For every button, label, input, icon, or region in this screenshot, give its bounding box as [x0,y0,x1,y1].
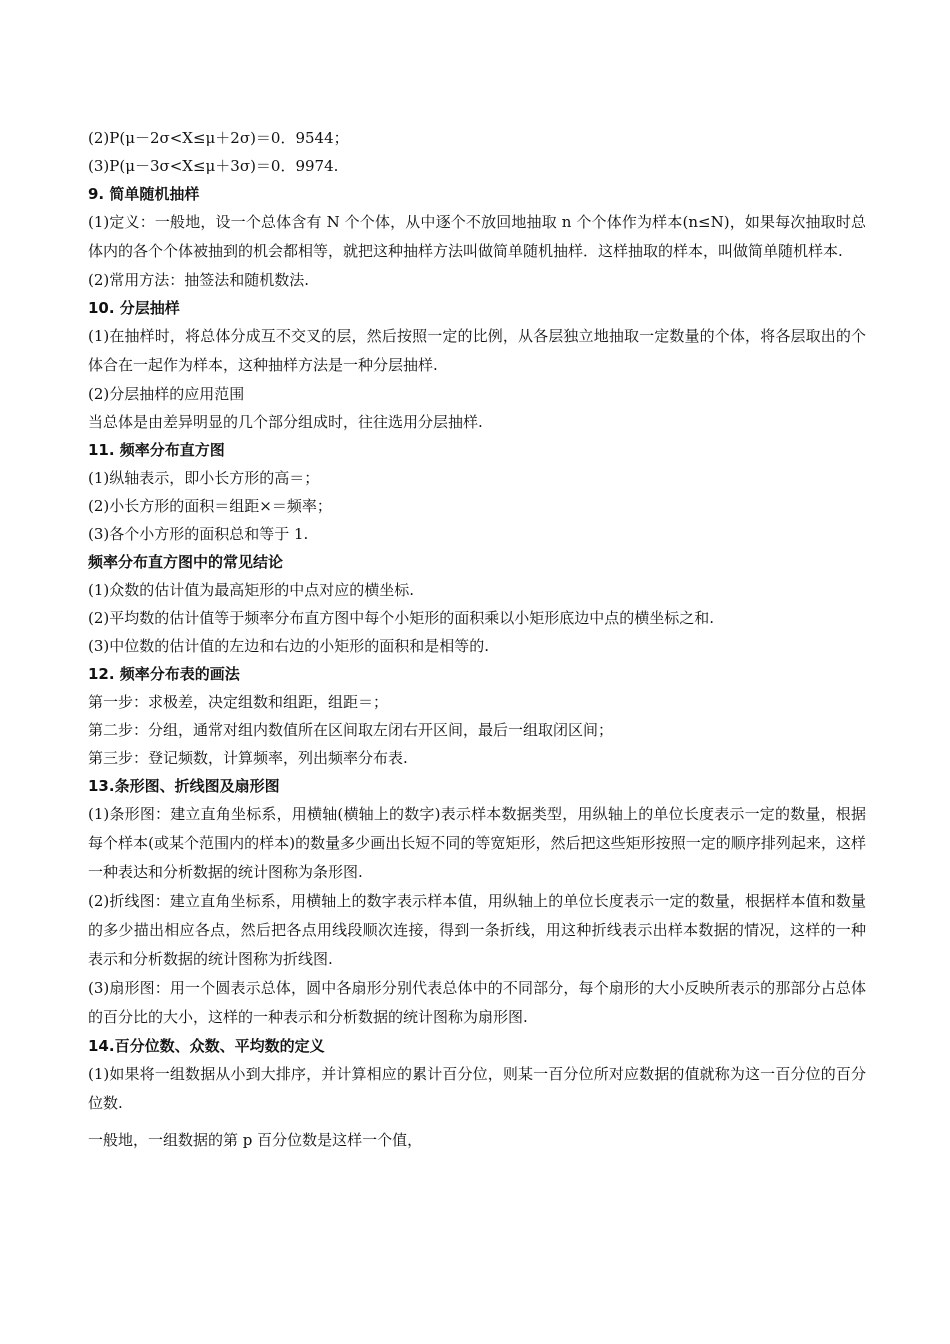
section-14-heading: 14.百分位数、众数、平均数的定义 [88,1037,325,1055]
section-10-scope-title: (2)分层抽样的应用范围 [88,385,245,403]
formula-line-2: (2)P(μ－2σ<X≤μ＋2σ)＝0．9544； [88,129,349,147]
section-11-subheading: 频率分布直方图中的常见结论 [88,553,284,571]
section-14-general: 一般地，一组数据的第 p 百分位数是这样一个值， [88,1131,423,1149]
section-12-heading: 12. 频率分布表的画法 [88,665,240,683]
section-9-heading: 9. 简单随机抽样 [88,185,200,203]
section-14-percentile-def: (1)如果将一组数据从小到大排序，并计算相应的累计百分位，则某一百分位所对应数据的值就称为这一百分位的百分位数. [88,1065,866,1112]
section-13-heading: 13.条形图、折线图及扇形图 [88,777,280,795]
section-13-line-chart: (2)折线图：建立直角坐标系，用横轴上的数字表示样本值，用纵轴上的单位长度表示一定的数量，根据样本值和数量的多少描出相应各点，然后把各点用线段顺次连接，得到一条折线，用这种折线表示出样本数据的情况，这样的一种表示和分析数据的统计图称为折线图. [88,892,866,968]
section-11-conclusion-1: (1)众数的估计值为最高矩形的中点对应的横坐标. [88,581,415,599]
section-9-definition: (1)定义：一般地，设一个总体含有 N 个个体，从中逐个不放回地抽取 n 个个体作为样本(n≤N)，如果每次抽取时总体内的各个个体被抽到的机会都相等，就把这种抽样方法叫做简单随机抽样．这样抽取的样本，叫做简单随机样本. [88,213,866,260]
section-12-step-1: 第一步：求极差，决定组数和组距，组距＝； [88,693,389,711]
section-11-conclusion-3: (3)中位数的估计值的左边和右边的小矩形的面积和是相等的. [88,637,490,655]
section-12-step-3: 第三步：登记频数，计算频率，列出频率分布表. [88,749,408,767]
section-10-scope: 当总体是由差异明显的几个部分组成时，往往选用分层抽样. [88,413,483,431]
section-11-item-1: (1)纵轴表示，即小长方形的高＝； [88,469,320,487]
section-9-methods: (2)常用方法：抽签法和随机数法. [88,271,310,289]
section-13-pie-chart: (3)扇形图：用一个圆表示总体，圆中各扇形分别代表总体中的不同部分，每个扇形的大小反映所表示的那部分占总体的百分比的大小，这样的一种表示和分析数据的统计图称为扇形图. [88,979,866,1026]
formula-line-3: (3)P(μ－3σ<X≤μ＋3σ)＝0．9974. [88,157,339,175]
section-11-item-3: (3)各个小方形的面积总和等于 1. [88,525,309,543]
section-12-step-2: 第二步：分组，通常对组内数值所在区间取左闭右开区间，最后一组取闭区间； [88,721,614,739]
section-10-definition: (1)在抽样时，将总体分成互不交叉的层，然后按照一定的比例，从各层独立地抽取一定数量的个体，将各层取出的个体合在一起作为样本，这种抽样方法是一种分层抽样. [88,327,866,374]
document-page [88,124,866,1154]
section-11-heading: 11. 频率分布直方图 [88,441,225,459]
section-11-item-2: (2)小长方形的面积＝组距×＝频率； [88,497,332,515]
section-11-conclusion-2: (2)平均数的估计值等于频率分布直方图中每个小矩形的面积乘以小矩形底边中点的横坐标之和. [88,609,715,627]
section-10-heading: 10. 分层抽样 [88,299,180,317]
section-13-bar-chart: (1)条形图：建立直角坐标系，用横轴(横轴上的数字)表示样本数据类型，用纵轴上的单位长度表示一定的数量，根据每个样本(或某个范围内的样本)的数量多少画出长短不同的等宽矩形，然后把这些矩形按照一定的顺序排列起来，这样一种表达和分析数据的统计图称为条形图. [88,805,866,881]
